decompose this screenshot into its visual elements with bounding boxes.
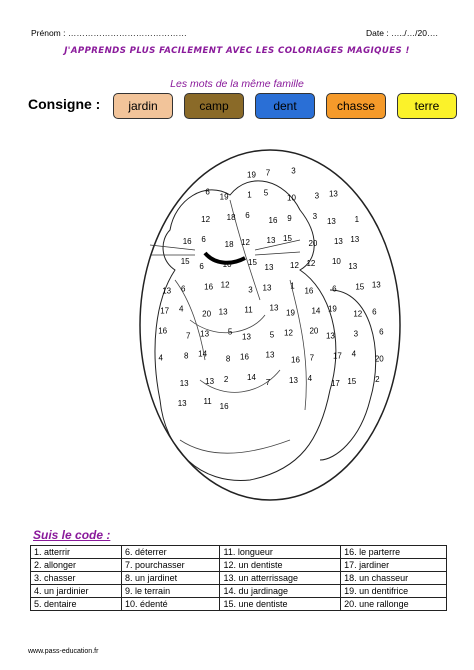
color-swatch-jardin [113,93,173,119]
region-number: 12 [353,309,363,319]
region-number: 6 [245,210,250,220]
region-number: 13 [289,375,298,385]
region-number: 13 [179,378,189,388]
drawing-numbers [158,167,384,411]
consigne-label: Consigne : [28,96,101,112]
region-number: 13 [333,237,343,246]
region-number: 6 [372,307,377,317]
table-cell: 11. longueur [220,546,341,559]
table-cell: 15. une dentiste [220,598,341,611]
region-number: 6 [180,284,186,294]
region-number: 16 [240,352,249,362]
table-row [31,585,447,598]
region-number: 15 [283,234,292,243]
region-number: 16 [204,282,214,292]
region-number: 10 [222,260,232,270]
footer-url: www.pass-education.fr [28,648,99,655]
region-number: 13 [348,262,358,272]
table-cell: 20. une rallonge [341,598,447,611]
region-number: 13 [269,303,279,313]
table-row [31,559,447,572]
region-number: 4 [307,373,313,383]
region-number: 12 [290,261,299,271]
region-number: 20 [308,239,318,248]
region-number: 15 [347,376,357,386]
region-number: 4 [178,304,184,314]
region-number: 1 [354,214,360,224]
region-number: 13 [350,235,360,244]
region-number: 3 [314,191,320,201]
region-number: 19 [286,308,295,318]
region-number: 2 [223,374,229,384]
region-number: 13 [371,280,381,290]
region-number: 6 [205,187,210,197]
region-number: 16 [182,237,192,246]
region-number: 12 [201,214,211,224]
region-number: 16 [158,326,168,336]
table-cell: 6. déterrer [122,546,220,559]
swatch-word: camp [199,99,229,113]
region-number: 4 [351,349,357,359]
region-number: 17 [330,378,340,388]
table-cell: 18. un chasseur [341,572,447,585]
code-title: Suis le code : [33,528,111,542]
region-number: 12 [284,328,293,338]
color-swatch-dent [255,93,315,119]
region-number: 1 [290,281,295,291]
region-number: 13 [262,283,272,293]
table-row [31,546,447,559]
region-number: 20 [309,326,319,336]
table-cell: 17. jardiner [341,559,447,572]
region-number: 16 [304,286,314,296]
color-swatch-terre [397,93,457,119]
region-number: 15 [355,282,365,292]
region-number: 14 [311,306,321,316]
region-number: 13 [266,236,276,245]
region-number: 14 [247,372,256,382]
swatch-word: chasse [336,99,376,113]
region-number: 6 [199,262,204,272]
region-number: 3 [291,166,296,176]
region-number: 7 [309,353,315,363]
region-number: 13 [264,263,274,273]
region-number: 17 [160,306,170,316]
coloring-drawing [0,140,474,525]
table-cell: 14. du jardinage [220,585,341,598]
swatch-word: dent [273,99,297,113]
region-number: 12 [306,259,316,269]
table-cell: 12. un dentiste [220,559,341,572]
region-number: 7 [265,377,271,387]
region-number: 4 [158,353,163,363]
table-cell: 13. un atterrissage [220,572,341,585]
region-number: 14 [198,349,208,359]
table-row [31,598,447,611]
region-number: 13 [205,376,215,386]
table-cell: 3. chasser [31,572,122,585]
region-number: 19 [247,170,256,180]
region-number: 10 [331,257,341,267]
region-number: 8 [225,354,231,364]
region-number: 20 [374,354,384,364]
region-number: 18 [226,212,236,222]
region-number: 11 [244,305,253,315]
region-number: 15 [180,257,190,267]
swatch-word: terre [414,99,440,113]
table-cell: 5. dentaire [31,598,122,611]
region-number: 6 [379,327,384,337]
region-number: 13 [325,331,335,341]
region-number: 17 [332,351,342,361]
region-number: 13 [265,350,275,360]
table-cell: 7. pourchasser [122,559,220,572]
region-number: 8 [183,351,189,361]
region-number: 6 [332,284,337,294]
table-row [31,572,447,585]
region-number: 20 [202,309,212,319]
color-swatch-camp [184,93,244,119]
table-cell: 9. le terrain [122,585,220,598]
prenom-label: Prénom : …………………………………… [31,28,187,38]
drawing-oval [140,150,400,500]
table-cell: 10. édenté [122,598,220,611]
region-number: 16 [219,402,229,411]
region-number: 3 [312,211,318,221]
region-number: 13 [200,329,210,339]
region-number: 5 [263,188,269,198]
region-number: 13 [162,286,172,296]
subtitle: Les mots de la même famille [170,78,304,90]
region-number: 13 [177,399,187,408]
region-number: 7 [185,331,191,341]
region-number: 13 [328,189,338,199]
color-swatch-chasse [326,93,386,119]
region-number: 10 [287,193,296,203]
region-number: 18 [224,240,234,249]
table-cell: 4. un jardinier [31,585,122,598]
cat-tail [320,290,376,460]
region-number: 13 [326,216,336,226]
region-number: 19 [327,304,337,314]
region-number: 13 [218,307,228,317]
table-cell: 19. un dentifrice [341,585,447,598]
region-number: 3 [353,329,359,339]
region-number: 9 [287,213,292,223]
region-number: 15 [248,258,257,268]
date-label: Date : …../…/20…. [366,28,438,38]
table-cell: 8. un jardinet [122,572,220,585]
region-number: 6 [201,235,206,244]
table-cell: 1. atterrir [31,546,122,559]
swatch-word: jardin [128,99,158,113]
region-number: 12 [220,280,230,290]
region-number: 19 [219,192,229,202]
table-cell: 16. le parterre [341,546,447,559]
region-number: 2 [375,374,380,384]
region-number: 3 [248,285,253,295]
region-number: 11 [203,397,212,406]
region-number: 13 [242,332,251,342]
region-number: 5 [227,327,233,337]
region-number: 12 [241,238,250,247]
region-number: 16 [268,215,278,225]
code-table [30,545,447,611]
page-title: J'APPRENDS PLUS FACILEMENT AVEC LES COLORIAGES MAGIQUES ! [64,46,410,56]
region-number: 16 [291,355,300,365]
region-number: 1 [247,190,252,200]
region-number: 7 [265,168,271,178]
region-number: 5 [269,330,275,340]
table-cell: 2. allonger [31,559,122,572]
